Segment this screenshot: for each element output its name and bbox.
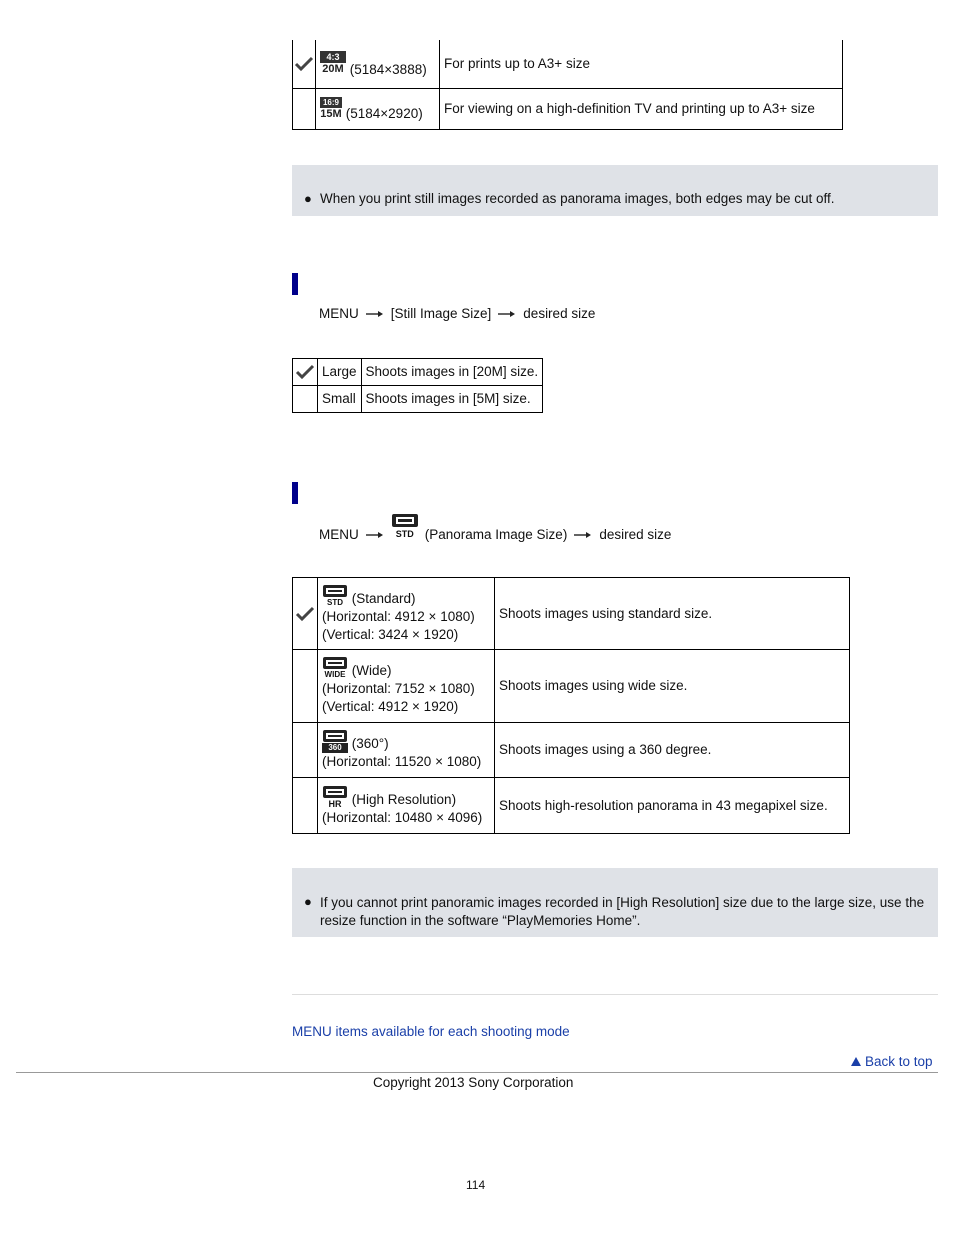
- size-cell: [318, 723, 495, 778]
- menu-step: desired size: [599, 527, 672, 542]
- panorama-hr-icon: HR: [322, 785, 348, 809]
- check-cell: [293, 650, 318, 723]
- label-cell: Small: [318, 386, 362, 413]
- resolution-text: (5184×3888): [349, 62, 427, 78]
- back-to-top-link[interactable]: [850, 1054, 933, 1069]
- description-cell: Shoots images in [20M] size.: [361, 359, 543, 386]
- arrow-right-icon: [497, 309, 517, 319]
- aspect-16-9-15m-icon: 16:9 15M: [320, 98, 342, 120]
- check-cell: [293, 40, 316, 88]
- table-row: [293, 359, 543, 386]
- description-cell: Shoots images in [5M] size.: [361, 386, 543, 413]
- bullet-icon: ●: [304, 191, 312, 206]
- menu-path: [319, 513, 671, 540]
- check-cell: [293, 386, 318, 413]
- section-marker: [292, 273, 298, 295]
- aspect-4-3-20m-icon: 4:3 20M: [320, 51, 346, 76]
- panorama-std-icon: STD: [391, 513, 419, 540]
- checkmark-icon: [295, 364, 315, 380]
- check-cell: [293, 578, 318, 650]
- note-text: When you print still images recorded as panorama images, both edges may be cut off.: [320, 191, 835, 206]
- footer-divider: [16, 1072, 938, 1073]
- menu-step: desired size: [523, 306, 596, 321]
- size-horizontal: (Horizontal: 7152 × 1080): [322, 681, 475, 696]
- still-size-table: [292, 358, 543, 413]
- check-cell: [293, 778, 318, 834]
- table-row: [293, 650, 850, 723]
- size-horizontal: (Horizontal: 11520 × 1080): [322, 754, 482, 769]
- resolution-text: (5184×2920): [345, 106, 423, 121]
- checkmark-icon: [295, 606, 315, 622]
- description-cell: Shoots images using standard size.: [495, 578, 850, 650]
- panorama-size-table: [292, 577, 850, 834]
- triangle-up-icon: [850, 1056, 862, 1067]
- menu-path: [319, 306, 595, 321]
- related-link[interactable]: MENU items available for each shooting mode: [292, 1024, 570, 1039]
- section-marker: [292, 482, 298, 504]
- divider: [292, 994, 938, 995]
- size-vertical: (Vertical: 4912 × 1920): [322, 699, 459, 714]
- copyright: Copyright 2013 Sony Corporation: [373, 1075, 574, 1090]
- page-number: 114: [466, 1178, 486, 1192]
- back-to-top-label: Back to top: [865, 1054, 933, 1069]
- table-row: [293, 40, 843, 88]
- menu-step: [Still Image Size]: [390, 306, 492, 321]
- table-row: [293, 723, 850, 778]
- size-horizontal: (Horizontal: 4912 × 1080): [322, 608, 475, 624]
- note-text: If you cannot print panoramic images recorded in [High Resolution] size due to the large size, use the resize function in the software “PlayMemories Home”.: [320, 895, 925, 928]
- size-cell: [316, 40, 440, 88]
- size-cell: [318, 778, 495, 834]
- description-cell: For prints up to A3+ size: [440, 40, 843, 88]
- panorama-360-icon: 360: [322, 729, 348, 753]
- description-cell: Shoots images using a 360 degree.: [495, 723, 850, 778]
- table-row: [293, 88, 843, 129]
- check-cell: [293, 723, 318, 778]
- checkmark-icon: [294, 56, 314, 72]
- size-vertical: (Vertical: 3424 × 1920): [322, 626, 459, 642]
- size-name: (Wide): [351, 663, 392, 678]
- menu-label: MENU: [319, 306, 359, 321]
- panorama-std-icon: STD: [322, 584, 348, 608]
- size-cell: [318, 578, 495, 650]
- size-name: (High Resolution): [351, 791, 457, 807]
- arrow-right-icon: [365, 309, 385, 319]
- size-name: (Standard): [351, 590, 416, 606]
- note-box: [292, 165, 938, 216]
- menu-label: MENU: [319, 527, 359, 542]
- size-name: (360°): [351, 736, 389, 751]
- image-size-table: [292, 40, 843, 130]
- table-row: [293, 386, 543, 413]
- arrow-right-icon: [365, 530, 385, 540]
- menu-step: (Panorama Image Size): [424, 527, 568, 542]
- check-cell: [293, 359, 318, 386]
- description-cell: Shoots images using wide size.: [495, 650, 850, 723]
- size-cell: [316, 88, 440, 129]
- size-cell: [318, 650, 495, 723]
- note-box: [292, 868, 938, 937]
- description-cell: For viewing on a high-definition TV and printing up to A3+ size: [440, 88, 843, 129]
- size-horizontal: (Horizontal: 10480 × 4096): [322, 809, 483, 825]
- arrow-right-icon: [573, 530, 593, 540]
- description-cell: Shoots high-resolution panorama in 43 megapixel size.: [495, 778, 850, 834]
- table-row: [293, 778, 850, 834]
- panorama-wide-icon: WIDE: [322, 656, 348, 680]
- bullet-icon: ●: [304, 894, 312, 909]
- table-row: [293, 578, 850, 650]
- label-cell: Large: [318, 359, 362, 386]
- check-cell: [293, 88, 316, 129]
